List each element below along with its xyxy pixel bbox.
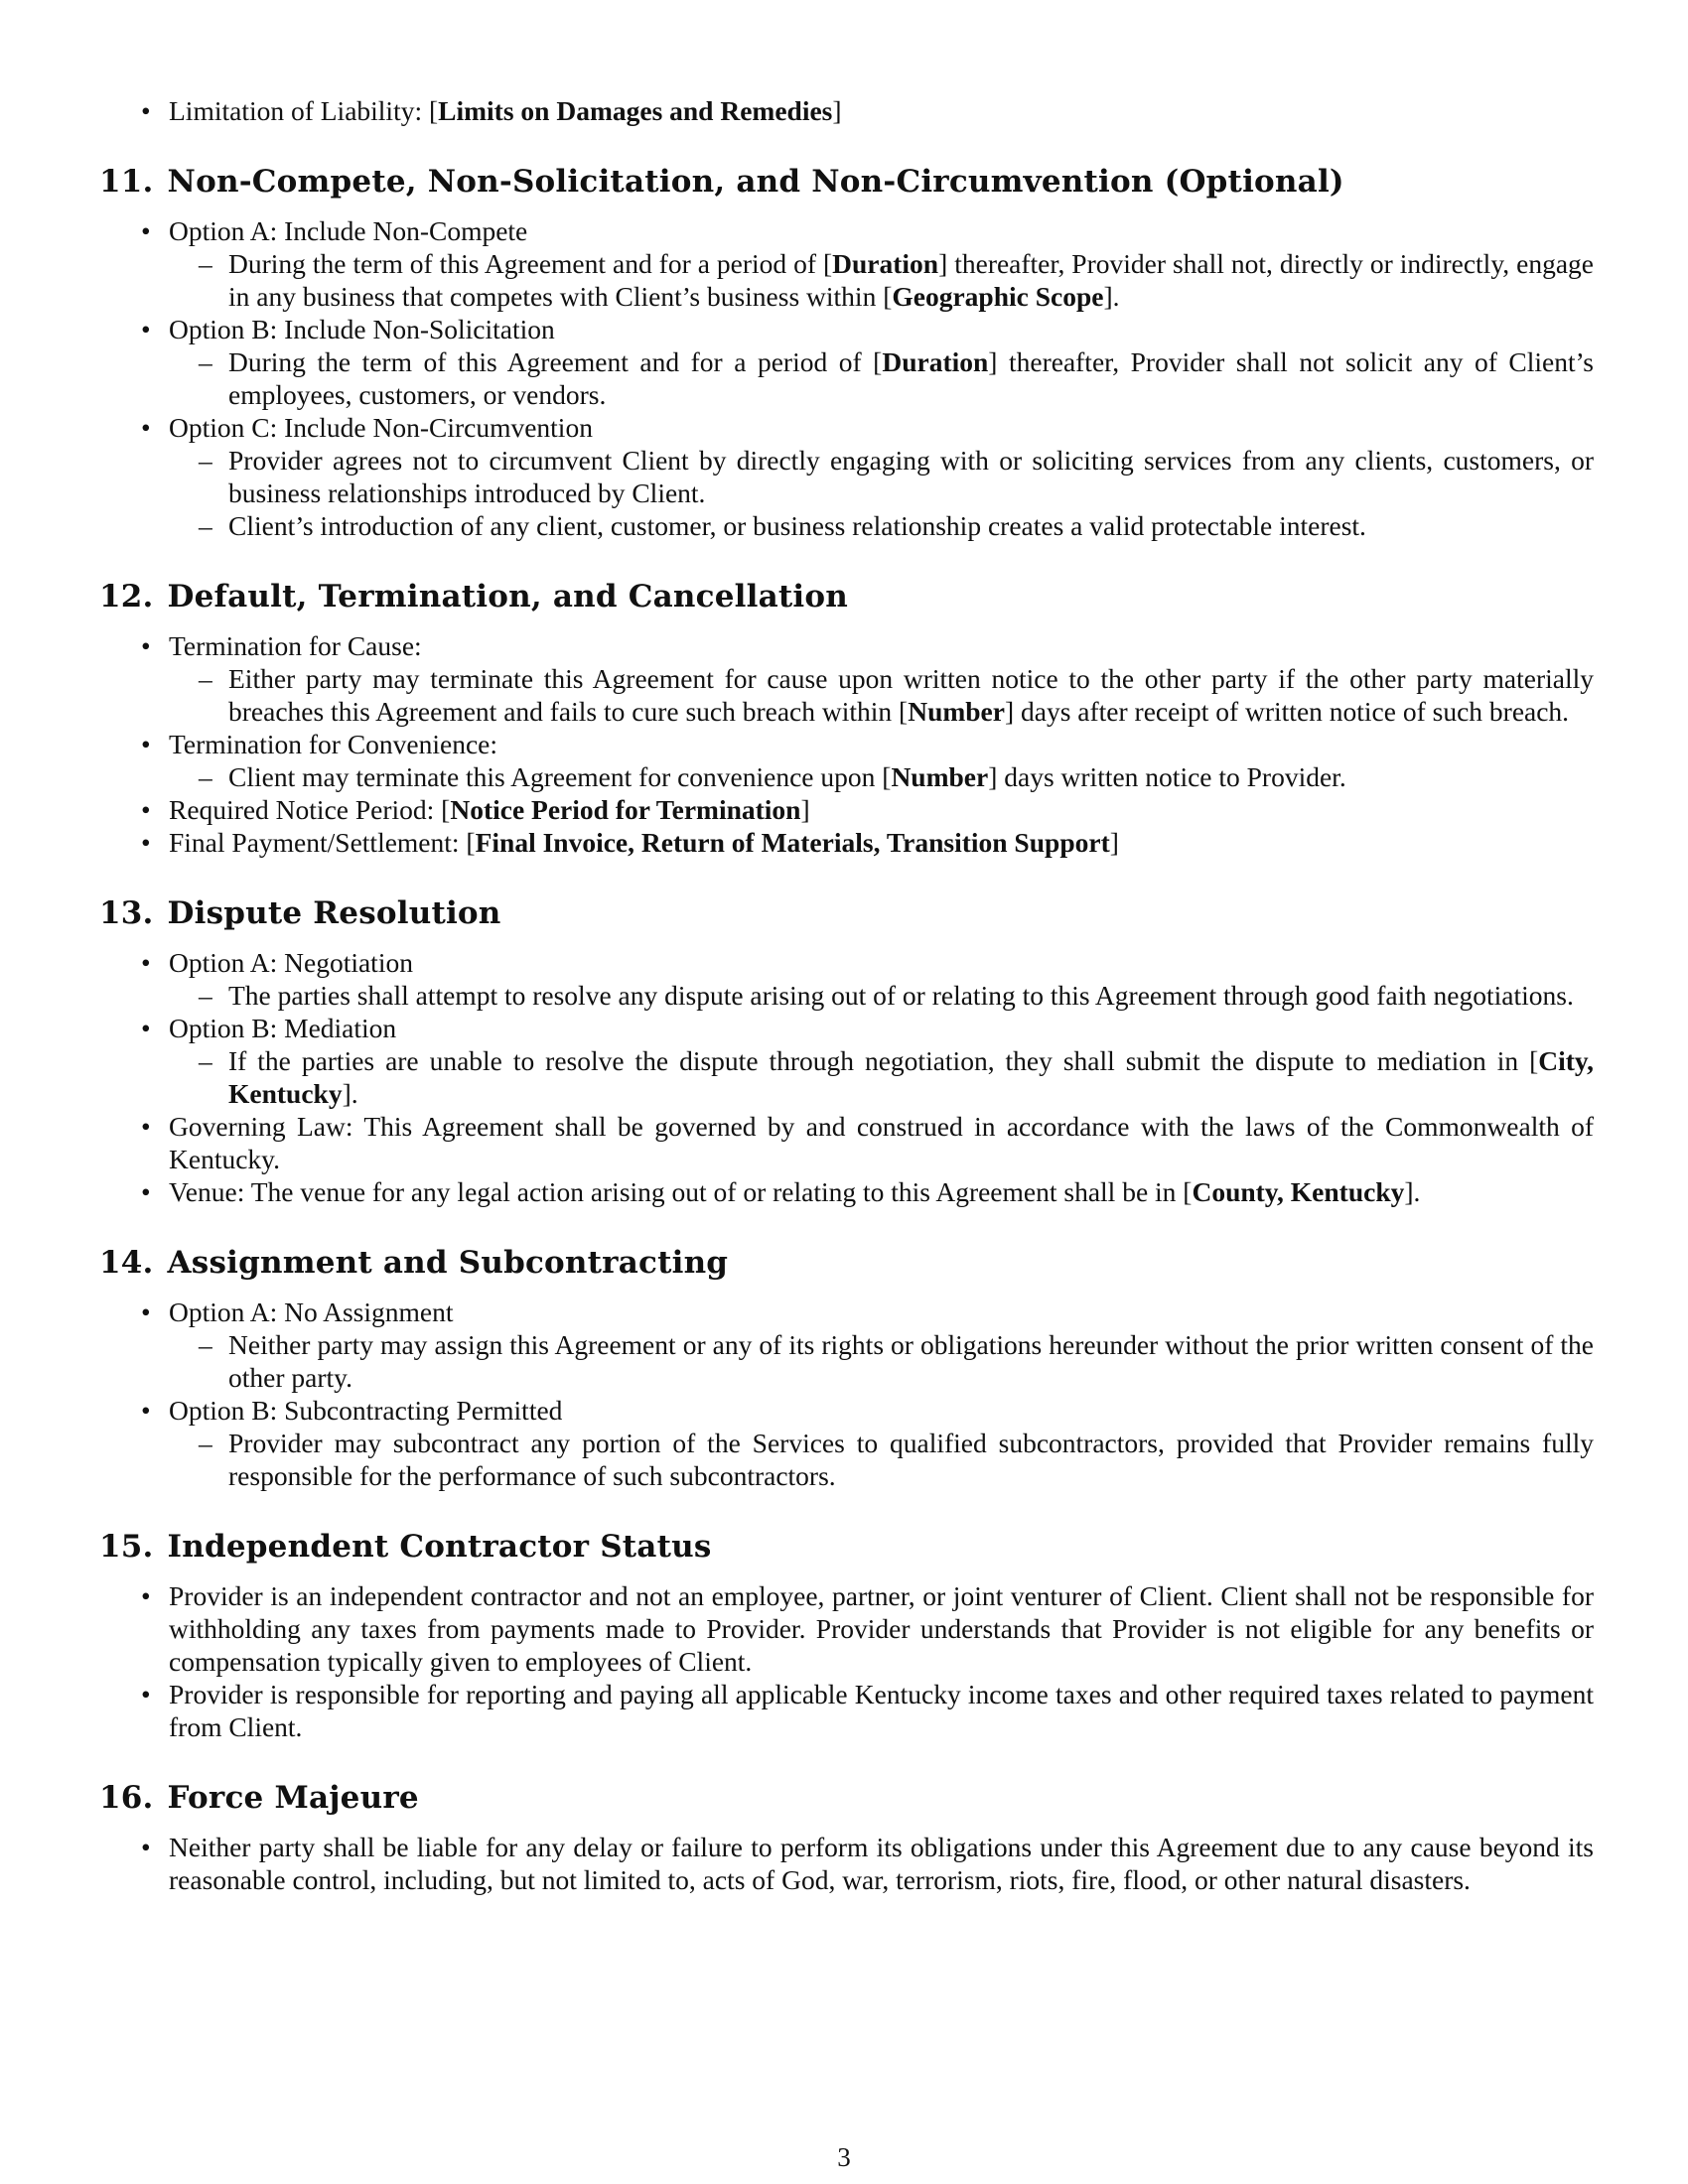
section-number: 14.	[99, 1245, 154, 1281]
list-item	[169, 1296, 1594, 1394]
list-item: • Final Payment/Settlement: [Final Invoice, Return of Materials, Transition Support]	[169, 826, 1594, 859]
section-12-list	[99, 629, 1594, 859]
list-item	[169, 728, 1594, 793]
sub-item	[228, 345, 1594, 411]
list-item	[169, 1012, 1594, 1110]
clause-text: ] days after receipt of written notice of such breach.	[1004, 696, 1570, 727]
section-title: Default, Termination, and Cancellation	[167, 579, 848, 614]
sub-list	[169, 1044, 1594, 1110]
liability-label: Limitation of Liability:	[169, 95, 423, 126]
clause-text: During the term of this Agreement and for a period of [	[228, 346, 883, 377]
section-title: Dispute Resolution	[167, 895, 501, 931]
placeholder-field: Geographic Scope	[892, 281, 1104, 312]
section-16-list	[99, 1831, 1594, 1896]
section-title: Independent Contractor Status	[167, 1529, 712, 1565]
option-label: Option B: Mediation	[169, 1013, 397, 1043]
clause-text: If the parties are unable to resolve the dispute through negotiation, they shall submit the dispute to mediation in [	[228, 1045, 1539, 1076]
liability-value: Limits on Damages and Remedies	[438, 95, 833, 126]
item-label: Required Notice Period:	[169, 794, 435, 825]
sub-list	[169, 444, 1594, 542]
sub-list	[169, 1328, 1594, 1394]
sub-item	[228, 247, 1594, 313]
list-item: • Limitation of Liability: [Limits on Damages and Remedies]	[169, 94, 1594, 127]
sub-item: – Client’s introduction of any client, customer, or business relationship creates a valid protectable interest.	[228, 509, 1594, 542]
option-label: Option A: Negotiation	[169, 947, 413, 978]
sub-list	[169, 247, 1594, 313]
section-title: Assignment and Subcontracting	[167, 1245, 729, 1281]
list-item: • Provider is responsible for reporting and paying all applicable Kentucky income taxes and other required taxes related to payment from Client.	[169, 1678, 1594, 1743]
sub-item: – Provider may subcontract any portion of the Services to qualified subcontractors, provided that Provider remains fully responsible for the performance of such subcontractors.	[228, 1427, 1594, 1492]
placeholder-field: Notice Period for Termination	[450, 794, 801, 825]
clause-text: Venue: The venue for any legal action arising out of or relating to this Agreement shall be in [	[169, 1176, 1193, 1207]
placeholder-field: Final Invoice, Return of Materials, Transition Support	[475, 827, 1110, 858]
section-13-list	[99, 946, 1594, 1208]
option-label: Option B: Include Non-Solicitation	[169, 314, 555, 344]
list-item: • Required Notice Period: [Notice Period for Termination]	[169, 793, 1594, 826]
page-number: 3	[837, 2142, 851, 2172]
section-14-list	[99, 1296, 1594, 1492]
clause-text: During the term of this Agreement and for a period of [	[228, 248, 833, 279]
clause-text: ].	[1404, 1176, 1421, 1207]
list-item	[169, 629, 1594, 728]
section-number: 15.	[99, 1529, 154, 1565]
clause-text: Either party may terminate this Agreement for cause upon written notice to the other party if the other party materially breaches this Agreement and fails to cure such breach within [	[228, 663, 1594, 727]
sub-item	[228, 1044, 1594, 1110]
list-item	[169, 313, 1594, 411]
sub-list	[169, 1427, 1594, 1492]
sub-list	[169, 345, 1594, 411]
section-number: 11.	[99, 164, 154, 200]
item-label: Final Payment/Settlement:	[169, 827, 460, 858]
list-item	[169, 946, 1594, 1012]
sub-item	[228, 662, 1594, 728]
clause-text: ] thereafter, Provider shall not, directly or indirectly, engage in any business that competes with Client’s business within [	[228, 248, 1594, 312]
list-item	[169, 411, 1594, 542]
clause-text: Client may terminate this Agreement for convenience upon [	[228, 761, 892, 792]
list-item: • Governing Law: This Agreement shall be governed by and construed in accordance with the laws of the Commonwealth of Kentucky.	[169, 1110, 1594, 1175]
clause-text: ] thereafter, Provider shall not solicit any of Client’s employees, customers, or vendors.	[228, 346, 1594, 410]
sub-list	[169, 979, 1594, 1012]
section-number: 13.	[99, 895, 154, 931]
liability-list	[99, 94, 1594, 127]
section-11-heading	[99, 163, 1594, 201]
option-label: Option A: No Assignment	[169, 1297, 454, 1327]
section-15-heading	[99, 1528, 1594, 1566]
list-item: • Provider is an independent contractor and not an employee, partner, or joint venturer of Client. Client shall not be responsible for withholding any taxes from payments made to Provider. Provider understands that Provider is not eligible for any benefits or compensation typically given to employees of Client.	[169, 1579, 1594, 1678]
placeholder-field: Number	[891, 761, 989, 792]
clause-text: ] days written notice to Provider.	[988, 761, 1346, 792]
section-number: 12.	[99, 579, 154, 614]
section-13-heading	[99, 894, 1594, 932]
placeholder-field: County, Kentucky	[1192, 1176, 1405, 1207]
sub-item: – The parties shall attempt to resolve any dispute arising out of or relating to this Agreement through good faith negotiations.	[228, 979, 1594, 1012]
section-11-list	[99, 214, 1594, 542]
placeholder-field: Number	[908, 696, 1005, 727]
item-label: Termination for Convenience:	[169, 729, 498, 759]
section-14-heading	[99, 1244, 1594, 1282]
list-item	[169, 1394, 1594, 1492]
section-title: Non-Compete, Non-Solicitation, and Non-Circumvention (Optional)	[167, 164, 1344, 200]
sub-item: – Neither party may assign this Agreement or any of its rights or obligations hereunder without the prior written consent of the other party.	[228, 1328, 1594, 1394]
sub-list	[169, 760, 1594, 793]
clause-text: ].	[342, 1078, 358, 1109]
placeholder-field: Duration	[832, 248, 939, 279]
section-16-heading	[99, 1779, 1594, 1817]
placeholder-field: Duration	[882, 346, 989, 377]
option-label: Option A: Include Non-Compete	[169, 215, 528, 246]
item-label: Termination for Cause:	[169, 630, 422, 661]
section-number: 16.	[99, 1780, 154, 1816]
placeholder-field: City, Kentucky	[228, 1045, 1594, 1109]
sub-item: – Provider agrees not to circumvent Client by directly engaging with or soliciting services from any clients, customers, or business relationships introduced by Client.	[228, 444, 1594, 509]
sub-item	[228, 760, 1594, 793]
section-12-heading	[99, 578, 1594, 615]
option-label: Option C: Include Non-Circumvention	[169, 412, 593, 443]
list-item	[169, 1175, 1594, 1208]
option-label: Option B: Subcontracting Permitted	[169, 1395, 563, 1426]
clause-text: ].	[1103, 281, 1120, 312]
section-15-list	[99, 1579, 1594, 1743]
list-item	[169, 214, 1594, 313]
list-item: • Neither party shall be liable for any delay or failure to perform its obligations under this Agreement due to any cause beyond its reasonable control, including, but not limited to, acts of God, war, terrorism, riots, fire, flood, or other natural disasters.	[169, 1831, 1594, 1896]
section-title: Force Majeure	[167, 1780, 419, 1816]
document-page	[99, 94, 1594, 1896]
sub-list	[169, 662, 1594, 728]
